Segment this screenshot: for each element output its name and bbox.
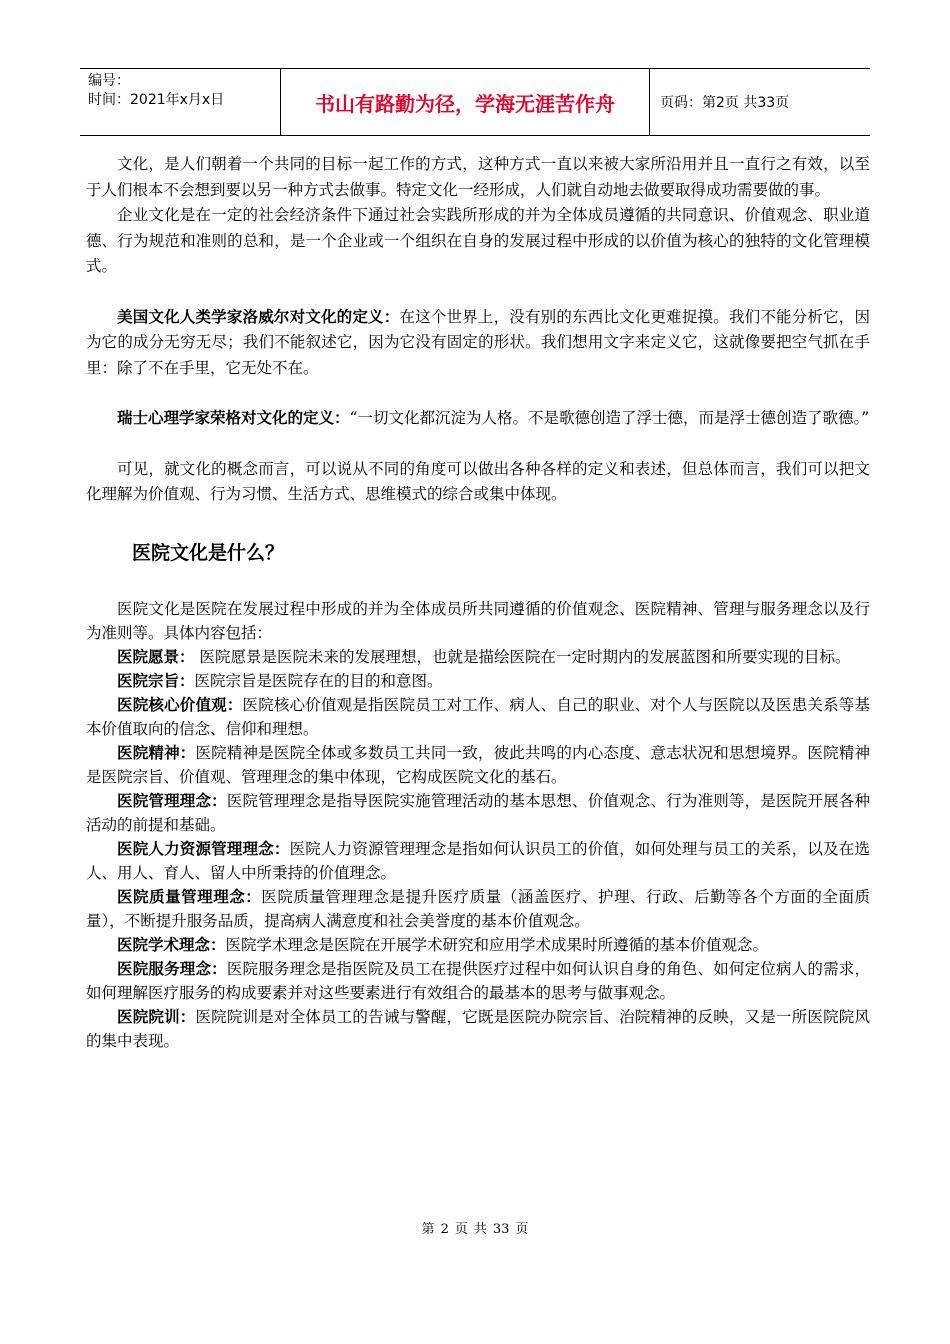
item-term: 医院宗旨：	[117, 671, 195, 690]
page-header	[80, 68, 870, 136]
item-term: 医院学术理念：	[117, 935, 226, 954]
culture-item	[86, 693, 870, 741]
item-text: 医院管理理念是指导医院实施管理活动的基本思想、价值观念、行为准则等，是医院开展各种活动的前提和基础。	[86, 791, 870, 834]
item-text: 医院精神是医院全体或多数员工共同一致，彼此共鸣的内心态度、意志状况和思想境界。医院精神是医院宗旨、价值观、管理理念的集中体现，它构成医院文化的基石。	[86, 743, 870, 786]
header-meta	[80, 69, 280, 135]
item-term: 医院愿景：	[117, 647, 195, 666]
page-footer	[0, 1218, 950, 1237]
header-motto: 书山有路勤为径，学海无涯苦作舟	[315, 91, 615, 116]
hospital-culture-section	[86, 597, 870, 1053]
item-text: 医院服务理念是指医院及员工在提供医疗过程中如何认识自身的角色、如何定位病人的需求，如何理解医疗服务的构成要素并对这些要素进行有效组合的最基本的思考与做事观念。	[86, 959, 870, 1002]
intro-paragraph: 企业文化是在一定的社会经济条件下通过社会实践所形成的并为全体成员遵循的共同意识、价值观念、职业道德、行为规范和准则的总和，是一个企业或一个组织在自身的发展过程中形成的以价值为核心的独特的文化管理模式。	[86, 206, 870, 275]
culture-item	[86, 1005, 870, 1053]
item-term: 医院服务理念：	[117, 959, 227, 978]
culture-item	[86, 741, 870, 789]
culture-item	[86, 789, 870, 837]
item-text: 医院愿景是医院未来的发展理想，也就是描绘医院在一定时期内的发展蓝图和所要实现的目标。	[194, 647, 851, 666]
item-term: 医院质量管理理念：	[117, 887, 262, 906]
definition-title: 美国文化人类学家洛威尔对文化的定义：	[117, 307, 400, 326]
culture-item	[86, 933, 870, 957]
definition-lowell	[86, 305, 870, 382]
culture-item	[86, 645, 870, 669]
item-term: 医院人力资源管理理念：	[117, 839, 290, 858]
item-text: 医院核心价值观是指医院员工对工作、病人、自己的职业、对个人与医院以及医患关系等基本价值取向的信念、信仰和理想。	[86, 695, 870, 738]
document-body	[86, 152, 870, 1053]
footer-text: 共	[473, 1222, 487, 1237]
definition-title: 瑞士心理学家荣格对文化的定义：	[117, 409, 350, 427]
section-heading: 医院文化是什么？	[132, 541, 285, 564]
header-page-number: 页码：第2页 共33页	[660, 95, 790, 111]
definition-text: “一切文化都沉淀为人格。不是歌德创造了浮士德，而是浮士德创造了歌德。”	[349, 409, 870, 427]
item-term: 医院管理理念：	[117, 791, 227, 810]
footer-total: 33	[492, 1222, 510, 1237]
document-number: 编号：	[88, 73, 130, 89]
item-term: 医院核心价值观：	[117, 695, 243, 714]
item-text: 医院人力资源管理理念是指如何认识员工的价值，如何处理与员工的关系，以及在选人、用人、育人、留人中所秉持的价值理念。	[86, 839, 870, 882]
item-text: 医院宗旨是医院存在的目的和意图。	[194, 671, 443, 690]
culture-item	[86, 669, 870, 693]
footer-text: 页	[454, 1222, 468, 1237]
item-term: 医院精神：	[117, 743, 196, 762]
item-text: 医院质量管理理念是提升医疗质量（涵盖医疗、护理、行政、后勤等各个方面的全面质量），不断提升服务品质，提高病人满意度和社会美誉度的基本价值观念。	[86, 887, 870, 930]
section-intro: 医院文化是医院在发展过程中形成的并为全体成员所共同遵循的价值观念、医院精神、管理与服务理念以及行为准则等。具体内容包括：	[86, 599, 870, 642]
intro-paragraph: 文化，是人们朝着一个共同的目标一起工作的方式，这种方式一直以来被大家所沿用并且一直行之有效，以至于人们根本不会想到要以另一种方式去做事。特定文化一经形成，人们就自动地去做要取得成功需要做的事。	[86, 155, 870, 199]
document-date: 时间：2021年x月x日	[88, 92, 225, 108]
definition-text: 在这个世界上，没有别的东西比文化更难捉摸。我们不能分析它，因为它的成分无穷无尽；我们不能叙述它，因为它没有固定的形状。我们想用文字来定义它，这就像要把空气抓在手里：除了不在手里，它无处不在。	[86, 307, 870, 377]
item-term: 医院院训：	[117, 1007, 196, 1026]
culture-item	[86, 957, 870, 1005]
summary-paragraph: 可见，就文化的概念而言，可以说从不同的角度可以做出各种各样的定义和表述，但总体而言，我们可以把文化理解为价值观、行为习惯、生活方式、思维模式的综合或集中体现。	[86, 459, 870, 503]
footer-text: 页	[515, 1222, 529, 1237]
header-motto-cell	[280, 69, 650, 135]
footer-text: 第	[421, 1222, 435, 1237]
item-text: 医院院训是对全体员工的告诫与警醒，它既是医院办院宗旨、治院精神的反映，又是一所医院院风的集中表现。	[86, 1007, 870, 1050]
definition-jung	[86, 406, 870, 432]
culture-item	[86, 885, 870, 933]
culture-item	[86, 837, 870, 885]
item-text: 医院学术理念是医院在开展学术研究和应用学术成果时所遵循的基本价值观念。	[225, 935, 769, 954]
footer-page: 2	[440, 1222, 449, 1237]
